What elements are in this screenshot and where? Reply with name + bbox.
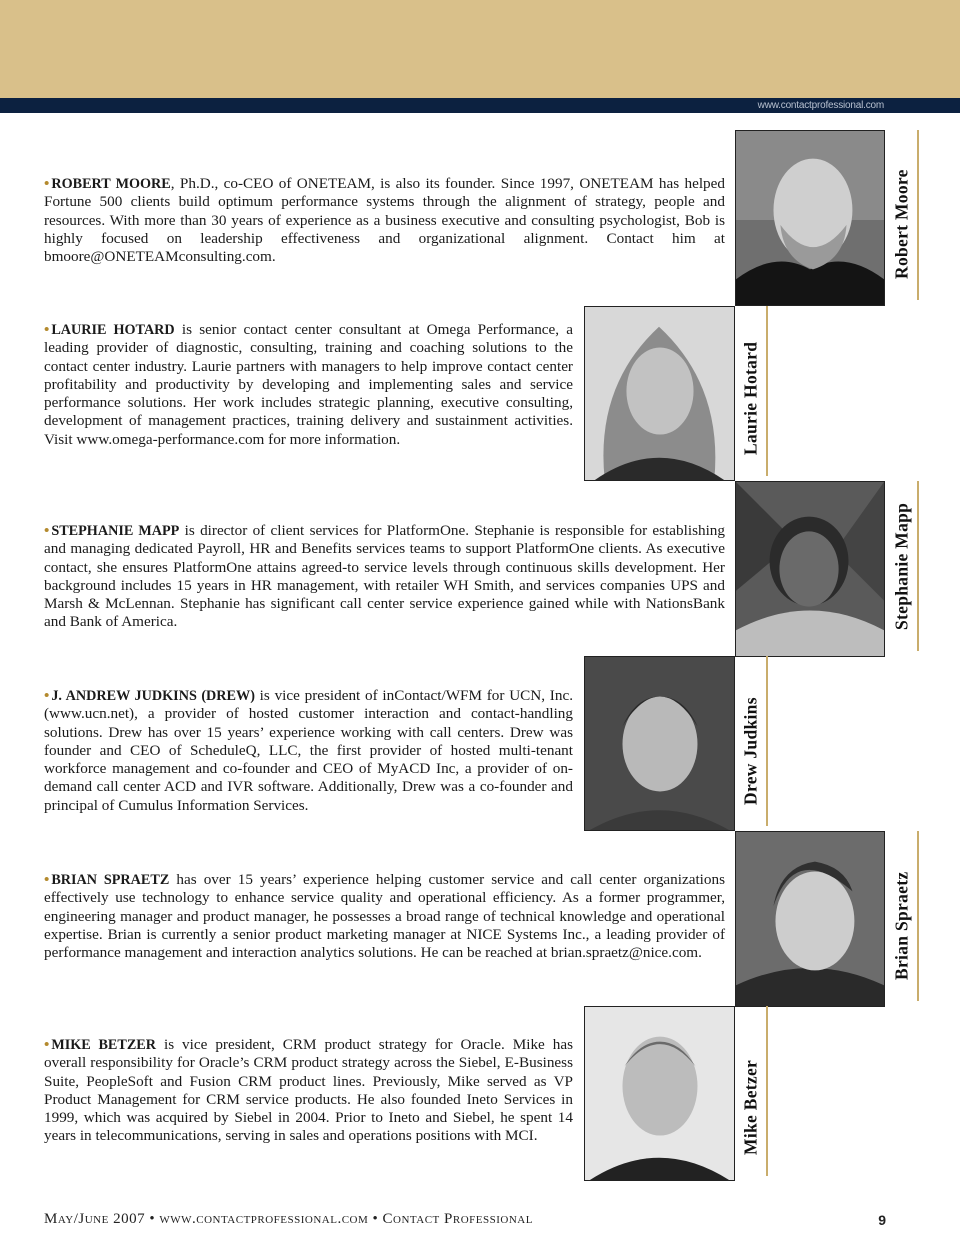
bullet-icon: • [44,175,50,192]
bio-text: is vice president, CRM product strategy for Oracle. Mike has overall responsibility for Oracle’s CRM product strategy across the Siebel, E-Business Suite, PeopleSoft and Fusion CRM product lines. Previously, Mike served as VP Product Management for CRM service products. He also founded Ineto Services in 1999, which was acquired by Siebel in 2004. Prior to Ineto and Siebel, he spent 14 years in telecommunications, serving in sales and operations positions with MCI. [44,1036,573,1145]
name-label-mike-betzer: Mike Betzer [736,1006,768,1176]
portrait-photo-drew-judkins [584,656,735,831]
bio-name: J. ANDREW JUDKINS (DREW) [51,688,255,704]
bio-mike-betzer [44,1036,573,1146]
bullet-icon: • [44,1036,50,1053]
name-label-stephanie-mapp: Stephanie Mapp [887,481,919,651]
portrait-photo-stephanie-mapp [735,481,885,657]
footer-issue-line: May/June 2007 • www.contactprofessional.com • Contact Professional [44,1211,533,1227]
bio-name: BRIAN SPRAETZ [51,872,170,888]
name-label-drew-judkins: Drew Judkins [736,656,768,826]
bio-brian-spraetz [44,871,725,962]
page-number: 9 [878,1212,886,1228]
bio-text: is senior contact center consultant at Omega Performance, a leading provider of diagnostic, consulting, training and coaching solutions to the contact center industry. Laurie partners with managers to help improve contact center profitability and productivity by developing and implementing sales and service performance solutions. Her work includes strategic planning, executive consulting, development of management practices, training delivery and sustainment activities. Visit www.omega-performance.com for more information. [44,321,573,448]
bio-name: STEPHANIE MAPP [51,523,180,539]
bio-laurie-hotard [44,321,573,449]
name-label-robert-moore: Robert Moore [887,130,919,300]
top-color-band [0,0,960,98]
portrait-photo-laurie-hotard [584,306,735,481]
bio-text: , Ph.D., co-CEO of ONETEAM, is also its founder. Since 1997, ONETEAM has helped Fortune 500 clients build optimum performance systems through the alignment of strategy, people and resources. With more than 30 years of experience as a business executive and consulting psychologist, Bob is highly focused on leadership effectiveness and organizational alignment. Contact him at bmoore@ONETEAMconsulting.com. [44,175,725,266]
bio-stephanie-mapp [44,522,725,632]
bio-name: MIKE BETZER [51,1037,157,1053]
bullet-icon: • [44,687,50,704]
header-site-url: www.contactprofessional.com [757,100,884,111]
bio-name: LAURIE HOTARD [51,322,175,338]
name-label-brian-spraetz: Brian Spraetz [887,831,919,1001]
bio-text: has over 15 years’ experience helping customer service and call center organizations effectively use technology to enhance service quality and operational efficiency. As a former programmer, engineering manager and product manager, he possesses a broad range of technical knowledge and operational expertise. Brian is currently a senior product marketing manager at NICE Systems Inc., a leading provider of performance management and interaction analytics solutions. He can be reached at brian.spraetz@nice.com. [44,871,725,962]
bio-text: is director of client services for PlatformOne. Stephanie is responsible for establishing and managing dedicated Payroll, HR and Benefits services teams to support PlatformOne clients. As executive contact, she ensures PlatformOne attains agreed-to service levels through continuous skills development. Her background includes 15 years in HR management, with retailer WH Smith, and services companies UPS and Marsh & McLennan. Stephanie has significant call center service experience gained while with NationsBank and Bank of America. [44,522,725,631]
bio-drew-judkins [44,687,573,815]
portrait-photo-robert-moore [735,130,885,306]
name-label-laurie-hotard: Laurie Hotard [736,306,768,476]
bio-robert-moore [44,175,725,266]
bio-text: is vice president of inContact/WFM for UCN, Inc. (www.ucn.net), a provider of hosted customer interaction and contact-handling solutions. Drew has over 15 years’ experience working with call centers. Drew was founder and CEO of ScheduleQ, LLC, the first provider of hosted multi-tenant workforce management and co-founder and CEO of MyACD Inc, a provider of on-demand call center ACD and IVR software. Additionally, Drew was a co-founder and principal of Cumulus Information Services. [44,687,573,814]
bullet-icon: • [44,321,50,338]
bio-name: ROBERT MOORE [51,176,171,192]
portrait-photo-mike-betzer [584,1006,735,1181]
bullet-icon: • [44,871,50,888]
bullet-icon: • [44,522,50,539]
portrait-photo-brian-spraetz [735,831,885,1007]
